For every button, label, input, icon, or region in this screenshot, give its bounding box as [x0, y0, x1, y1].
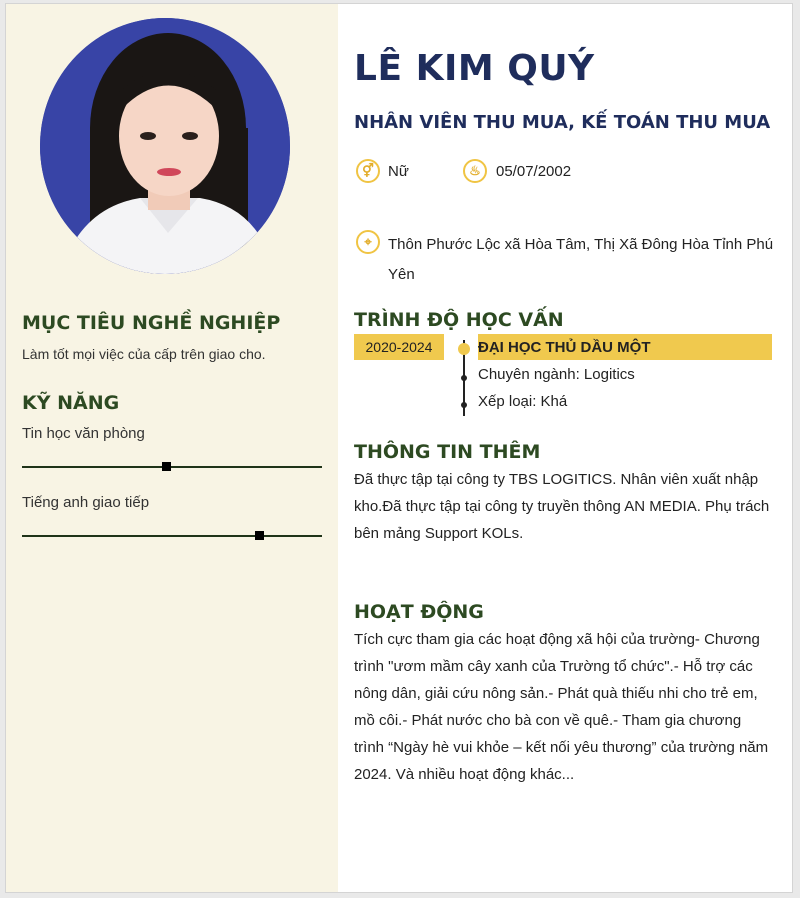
objective-text: Làm tốt mọi việc của cấp trên giao cho.: [22, 346, 266, 362]
timeline-dot: [461, 375, 467, 381]
activities-title: HOẠT ĐỘNG: [354, 601, 484, 623]
school-name: ĐẠI HỌC THỦ DẦU MỘT: [478, 339, 651, 356]
job-title: NHÂN VIÊN THU MUA, KẾ TOÁN THU MUA: [354, 112, 771, 133]
skill-name: Tin học văn phòng: [22, 425, 145, 442]
gender-icon: ⚥: [356, 159, 380, 183]
profile-photo: [40, 18, 290, 274]
extra-info-text: Đã thực tập tại công ty TBS LOGITICS. Nhân viên xuất nhập kho.Đã thực tập tại công ty truyền thông AN MEDIA. Phụ trách bên mảng Support KOLs.: [354, 471, 770, 542]
main-content: [338, 4, 794, 892]
education-period: 2020-2024: [354, 334, 444, 360]
address-value: Thôn Phước Lộc xã Hòa Tâm, Thị Xã Đông Hòa Tỉnh Phú Yên: [388, 236, 774, 283]
skills-title: KỸ NĂNG: [22, 392, 120, 414]
birthday-value: 05/07/2002: [496, 163, 572, 180]
timeline-dot: [461, 402, 467, 408]
objective-title: MỤC TIÊU NGHỀ NGHIỆP: [22, 312, 281, 334]
extra-info-title: THÔNG TIN THÊM: [354, 441, 541, 463]
location-icon: ⌖: [356, 230, 380, 254]
skill-bar: [22, 535, 322, 537]
grade: Xếp loại: Khá: [478, 393, 568, 410]
major: Chuyên ngành: Logitics: [478, 366, 635, 383]
full-name: LÊ KIM QUÝ: [354, 48, 595, 89]
activities-text: Tích cực tham gia các hoạt động xã hội của trường- Chương trình "ươm mầm cây xanh của Trường tổ chức".- Hỗ trợ các nông dân, giải cứu nông sản.- Phát quà thiếu nhi cho trẻ em, mồ côi.- Phát nước cho bà con về quê.- Tham gia chương trình “Ngày hè vui khỏe – kết nối yêu thương” của trường năm 2024. Và nhiều hoạt động khác...: [354, 631, 769, 783]
skill-name: Tiếng anh giao tiếp: [22, 494, 150, 511]
resume-page: [5, 3, 793, 893]
skill-level-marker: [255, 531, 264, 540]
education-title: TRÌNH ĐỘ HỌC VẤN: [354, 309, 564, 331]
timeline-dot: [458, 343, 470, 355]
sidebar: [6, 4, 338, 892]
skill-bar: [22, 466, 322, 468]
skill-level-marker: [162, 462, 171, 471]
birthday-cake-icon: ♨: [463, 159, 487, 183]
gender-value: Nữ: [388, 163, 409, 180]
